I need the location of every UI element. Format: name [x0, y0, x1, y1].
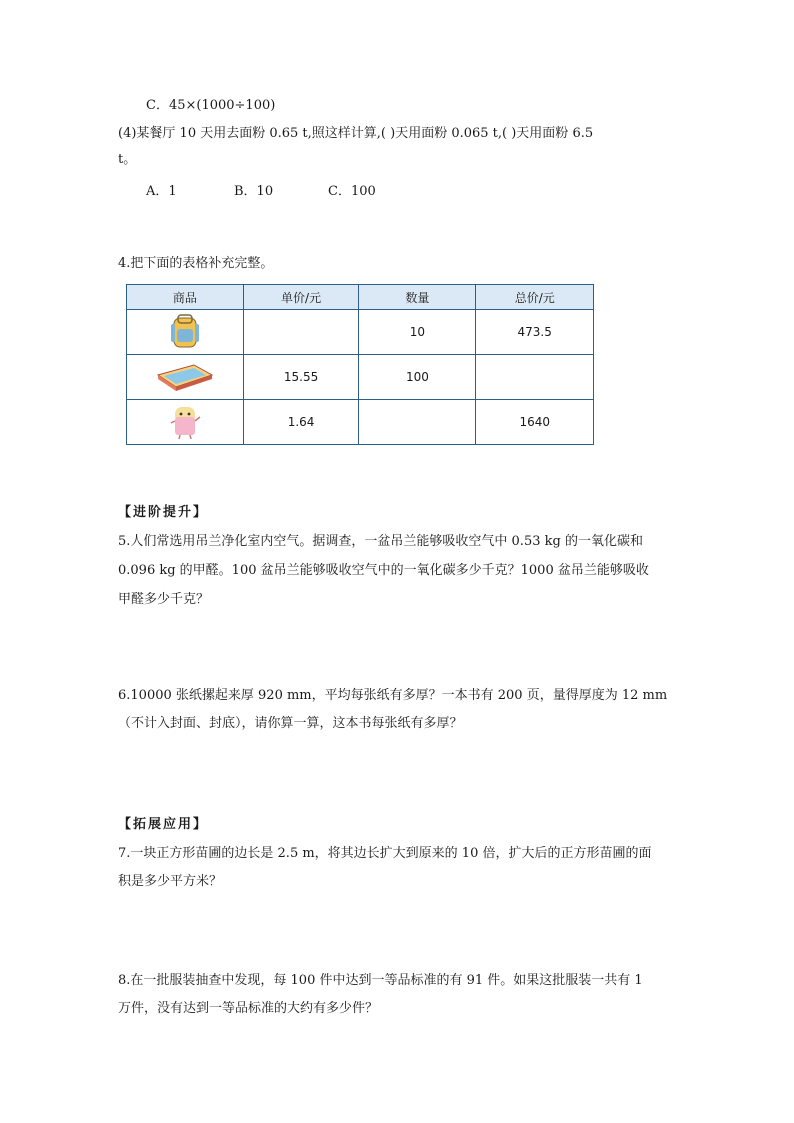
backpack-icon: [127, 310, 244, 355]
table-header-row: [127, 285, 594, 310]
pencil-case-icon: [127, 355, 244, 400]
q4-sub-line1: (4)某餐厅 10 天用去面粉 0.65 t,照这样计算,( )天用面粉 0.065 t,( )天用面粉 6.5: [118, 126, 594, 141]
table-row: [127, 310, 594, 355]
header-total: 总价/元: [476, 285, 594, 310]
q7-line2: 积是多少平方米？: [118, 874, 223, 889]
q4-title: 4.把下面的表格补充完整。: [118, 256, 274, 271]
option-b: B．10: [234, 184, 274, 199]
header-quantity: 数量: [359, 285, 476, 310]
qty-cell: 10: [359, 310, 476, 355]
option-a: A．1: [146, 184, 177, 199]
total-cell: 1640: [476, 400, 594, 445]
q5-line2: 0.096 kg 的甲醛。100 盆吊兰能够吸收空气中的一氧化碳多少千克？1000 盆吊兰能够吸收: [118, 563, 649, 578]
header-unit-price: 单价/元: [243, 285, 359, 310]
section-heading-extension: 【拓展应用】: [118, 817, 209, 832]
table-row: [127, 400, 594, 445]
price-cell: 1.64: [243, 400, 359, 445]
total-cell: [476, 355, 594, 400]
q4-sub-line2: t。: [118, 152, 137, 167]
section-heading-advanced: 【进阶提升】: [118, 505, 209, 520]
q6-line2: （不计入封面、封底），请你算一算，这本书每张纸有多厚？: [118, 716, 463, 731]
q7-line1: 7.一块正方形苗圃的边长是 2.5 m，将其边长扩大到原来的 10 倍，扩大后的正方形苗圃的面: [118, 846, 652, 861]
q8-line2: 万件，没有达到一等品标准的大约有多少件？: [118, 1001, 379, 1016]
option-c: C．100: [328, 184, 376, 199]
q5-line1: 5.人们常选用吊兰净化室内空气。据调查，一盆吊兰能够吸收空气中 0.53 kg 的一氧化碳和: [118, 534, 643, 549]
q6-line1: 6.10000 张纸摞起来厚 920 mm，平均每张纸有多厚？一本书有 200 页，量得厚度为 12 mm: [118, 688, 668, 703]
eraser-character-icon: [127, 400, 244, 445]
price-cell: 15.55: [243, 355, 359, 400]
total-cell: 473.5: [476, 310, 594, 355]
qty-cell: 100: [359, 355, 476, 400]
price-cell: [243, 310, 359, 355]
table-row: [127, 355, 594, 400]
qty-cell: [359, 400, 476, 445]
q5-line3: 甲醛多少千克？: [118, 592, 210, 607]
header-item: 商品: [127, 285, 244, 310]
price-table: [126, 284, 594, 445]
q3-option-c: C．45×(1000÷100): [146, 98, 276, 113]
q8-line1: 8.在一批服装抽查中发现，每 100 件中达到一等品标准的有 91 件。如果这批服装一共有 1: [118, 973, 643, 988]
